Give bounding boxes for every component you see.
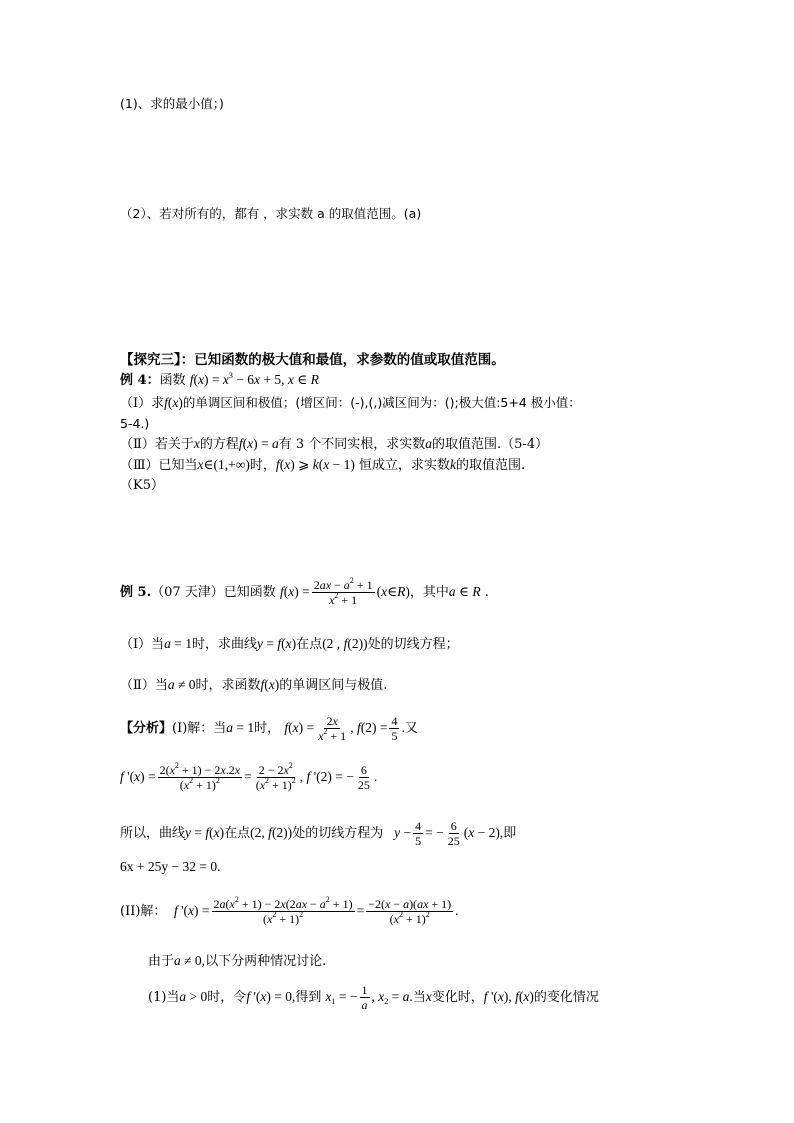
tangent-equation: 6x + 25y − 32 = 0. — [120, 859, 221, 874]
ex4-part1: （Ⅰ）求f(x)的单调区间和极值；(增区间：(-),(,)减区间为：();极大值:5+4 极小值： — [120, 395, 581, 411]
ex5-part1: （Ⅰ）当a = 1时，求曲线y = f(x)在点(2 , f(2))处的切线方程； — [120, 636, 459, 652]
ex4-part1-cont: 5-4.) — [120, 416, 150, 431]
question-1: (1)、求的最小值；) — [120, 96, 224, 111]
ex4-function: $f(x) = x^3 - 6x + 5$, x ∈ R — [189, 371, 319, 387]
ex4-part2: （Ⅱ）若关于x的方程f(x) = a有 3 个不同实根，求实数a的取值范围.（5-4） — [120, 436, 549, 452]
example-4-line: 例 4：函数 $f(x) = x^3 - 6x + 5$, x ∈ R — [120, 371, 319, 388]
tangent-line: 所以，曲线y = f(x)在点(2, f(2))处的切线方程为 y − $\frac{4}{5}$ = − $\frac{6}{25}$ (x − 2),即 — [120, 819, 517, 848]
case-1-line: (1)当a > 0时，令f '(x) = 0,得到 $x_1$ = − $\frac{1}{a}$ , $x_2 = a$.当x变化时，f '(x), f(x)的变化情况 — [148, 983, 599, 1012]
ex5-part2: （Ⅱ）当a ≠ 0时，求函数f(x)的单调区间与极值. — [120, 677, 388, 693]
section-3-title: 【探究三】：已知函数的极大值和最值，求参数的值或取值范围。 — [120, 352, 505, 368]
derivative-line: f '(x) = $\frac{2(x^2 + 1) - 2x.2x}{(x^2 + 1)^2}$ = $\frac{2 - 2x^2}{(x^2 + 1)^2}$ , f '(2) = − $\frac{6}{25}$ . — [120, 761, 378, 793]
case-discussion: 由于a ≠ 0,以下分两种情况讨论. — [148, 953, 327, 969]
ex4-part3: （Ⅲ）已知当x∈(1,+∞)时，f(x) ⩾ k(x − 1) 恒成立，求实数k的取值范围. — [120, 457, 526, 473]
analysis-line: 【分析】(I)解：当a = 1时， f(x) = $\frac{2x}{x^2 + 1}$ , f(2) = $\frac{4}{5}$ .又 — [120, 714, 418, 743]
part-ii-derivative: (II)解： f '(x) = $\frac{2a(x^2 + 1) - 2x(2ax - a^2 + 1)}{(x^2 + 1)^2}$ = $\frac{-2(x - a)(ax + 1)}{(x^2 + 1)^2}$ . — [120, 895, 459, 926]
example-4-label: 例 4： — [120, 373, 160, 388]
question-2: （2）、若对所有的，都有 ，求实数 a 的取值范围。(a) — [120, 206, 422, 221]
example-5-line: 例 5.（07 天津）已知函数 f(x) = $\frac{2ax - a^2 + 1}{x^2 + 1}$ (x∈R)，其中a ∈ R . — [120, 576, 489, 607]
ex4-answer-k: （K5） — [120, 478, 164, 493]
example-5-label: 例 5. — [120, 585, 152, 600]
